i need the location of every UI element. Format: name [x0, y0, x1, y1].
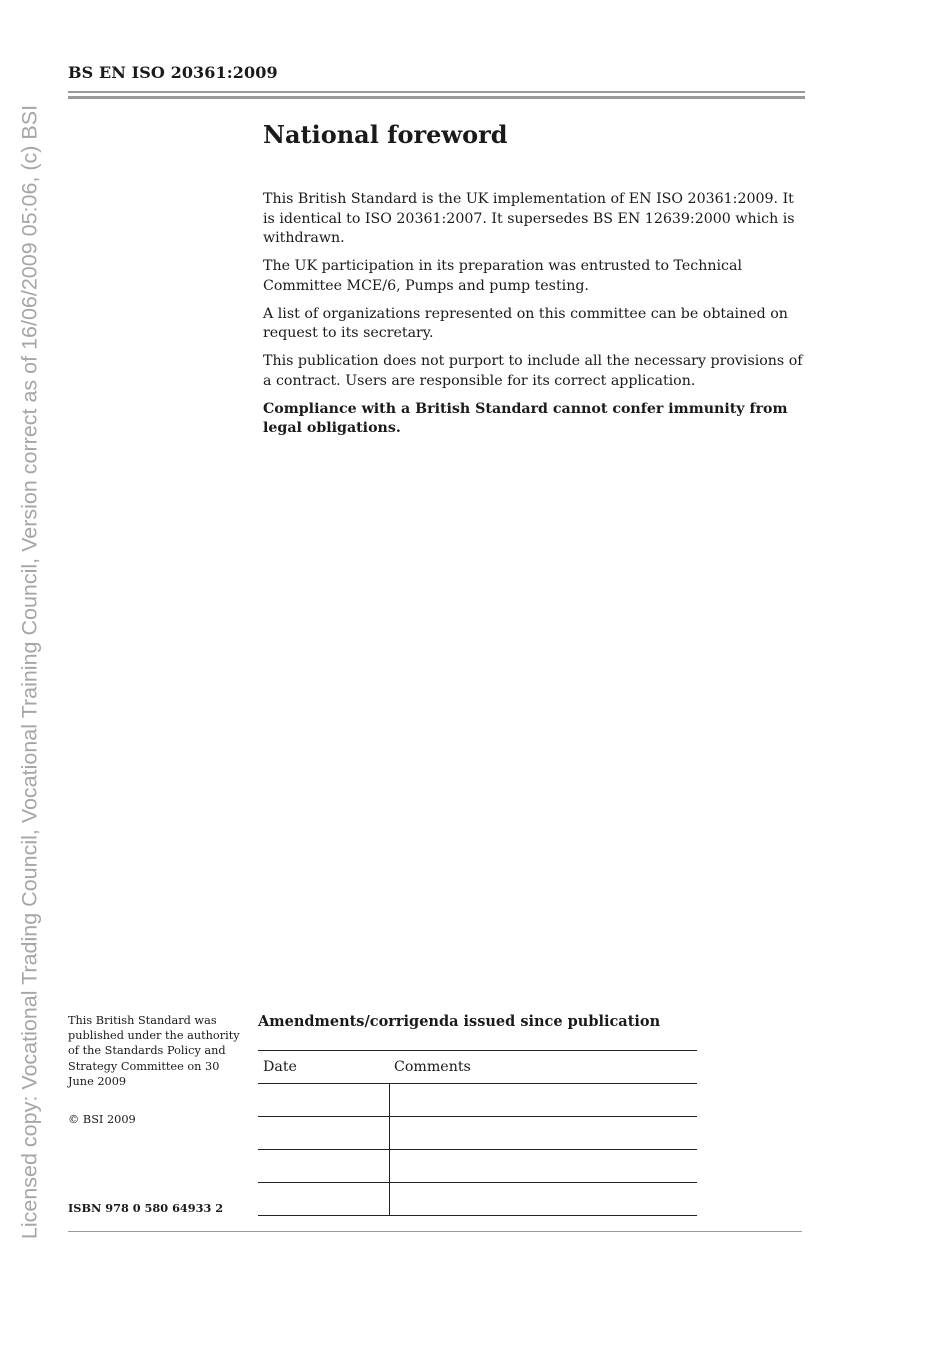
page-title: National foreword — [263, 120, 508, 149]
table-row — [258, 1183, 697, 1216]
table-cell-date — [258, 1117, 389, 1150]
table-cell-date — [258, 1084, 389, 1117]
table-row — [258, 1150, 697, 1183]
publication-info: This British Standard was published under the authority of the Standards Policy and Strategy Committee on 30 June 2009 — [68, 1014, 240, 1088]
table-cell-comments — [389, 1150, 697, 1183]
paragraph-committee: The UK participation in its preparation was entrusted to Technical Committee MCE/6, Pumps and pump testing. — [263, 258, 742, 294]
table-row — [258, 1084, 697, 1117]
table-row — [258, 1117, 697, 1150]
footer-divider — [68, 1231, 802, 1232]
copyright-notice: © BSI 2009 — [68, 1113, 136, 1126]
table-cell-comments — [389, 1183, 697, 1216]
table-cell-comments — [389, 1117, 697, 1150]
table-cell-date — [258, 1183, 389, 1216]
watermark-text: Licensed copy: Vocational Trading Council, Vocational Training Council, Version correct as of 16/06/2009 05:06, (c) BSI — [17, 104, 42, 1240]
table-header-row — [258, 1051, 697, 1084]
column-header-comments: Comments — [389, 1051, 697, 1084]
table-cell-comments — [389, 1084, 697, 1117]
table-cell-date — [258, 1150, 389, 1183]
paragraph-organizations: A list of organizations represented on this committee can be obtained on request to its secretary. — [263, 305, 788, 341]
license-watermark — [0, 0, 60, 1345]
header-divider — [68, 91, 805, 101]
isbn-number: ISBN 978 0 580 64933 2 — [68, 1201, 224, 1215]
foreword-body — [263, 190, 808, 447]
paragraph-provisions: This publication does not purport to include all the necessary provisions of a contract. Users are responsible for its correct application. — [263, 353, 803, 389]
column-header-date: Date — [258, 1051, 389, 1084]
amendments-table — [258, 1050, 697, 1216]
paragraph-implementation: This British Standard is the UK implementation of EN ISO 20361:2009. It is identical to ISO 20361:2007. It supersedes BS EN 12639:2000 which is withdrawn. — [263, 191, 795, 246]
document-id: BS EN ISO 20361:2009 — [68, 63, 278, 82]
compliance-note: Compliance with a British Standard cannot confer immunity from legal obligations. — [263, 400, 788, 436]
amendments-title: Amendments/corrigenda issued since publication — [258, 1013, 661, 1030]
